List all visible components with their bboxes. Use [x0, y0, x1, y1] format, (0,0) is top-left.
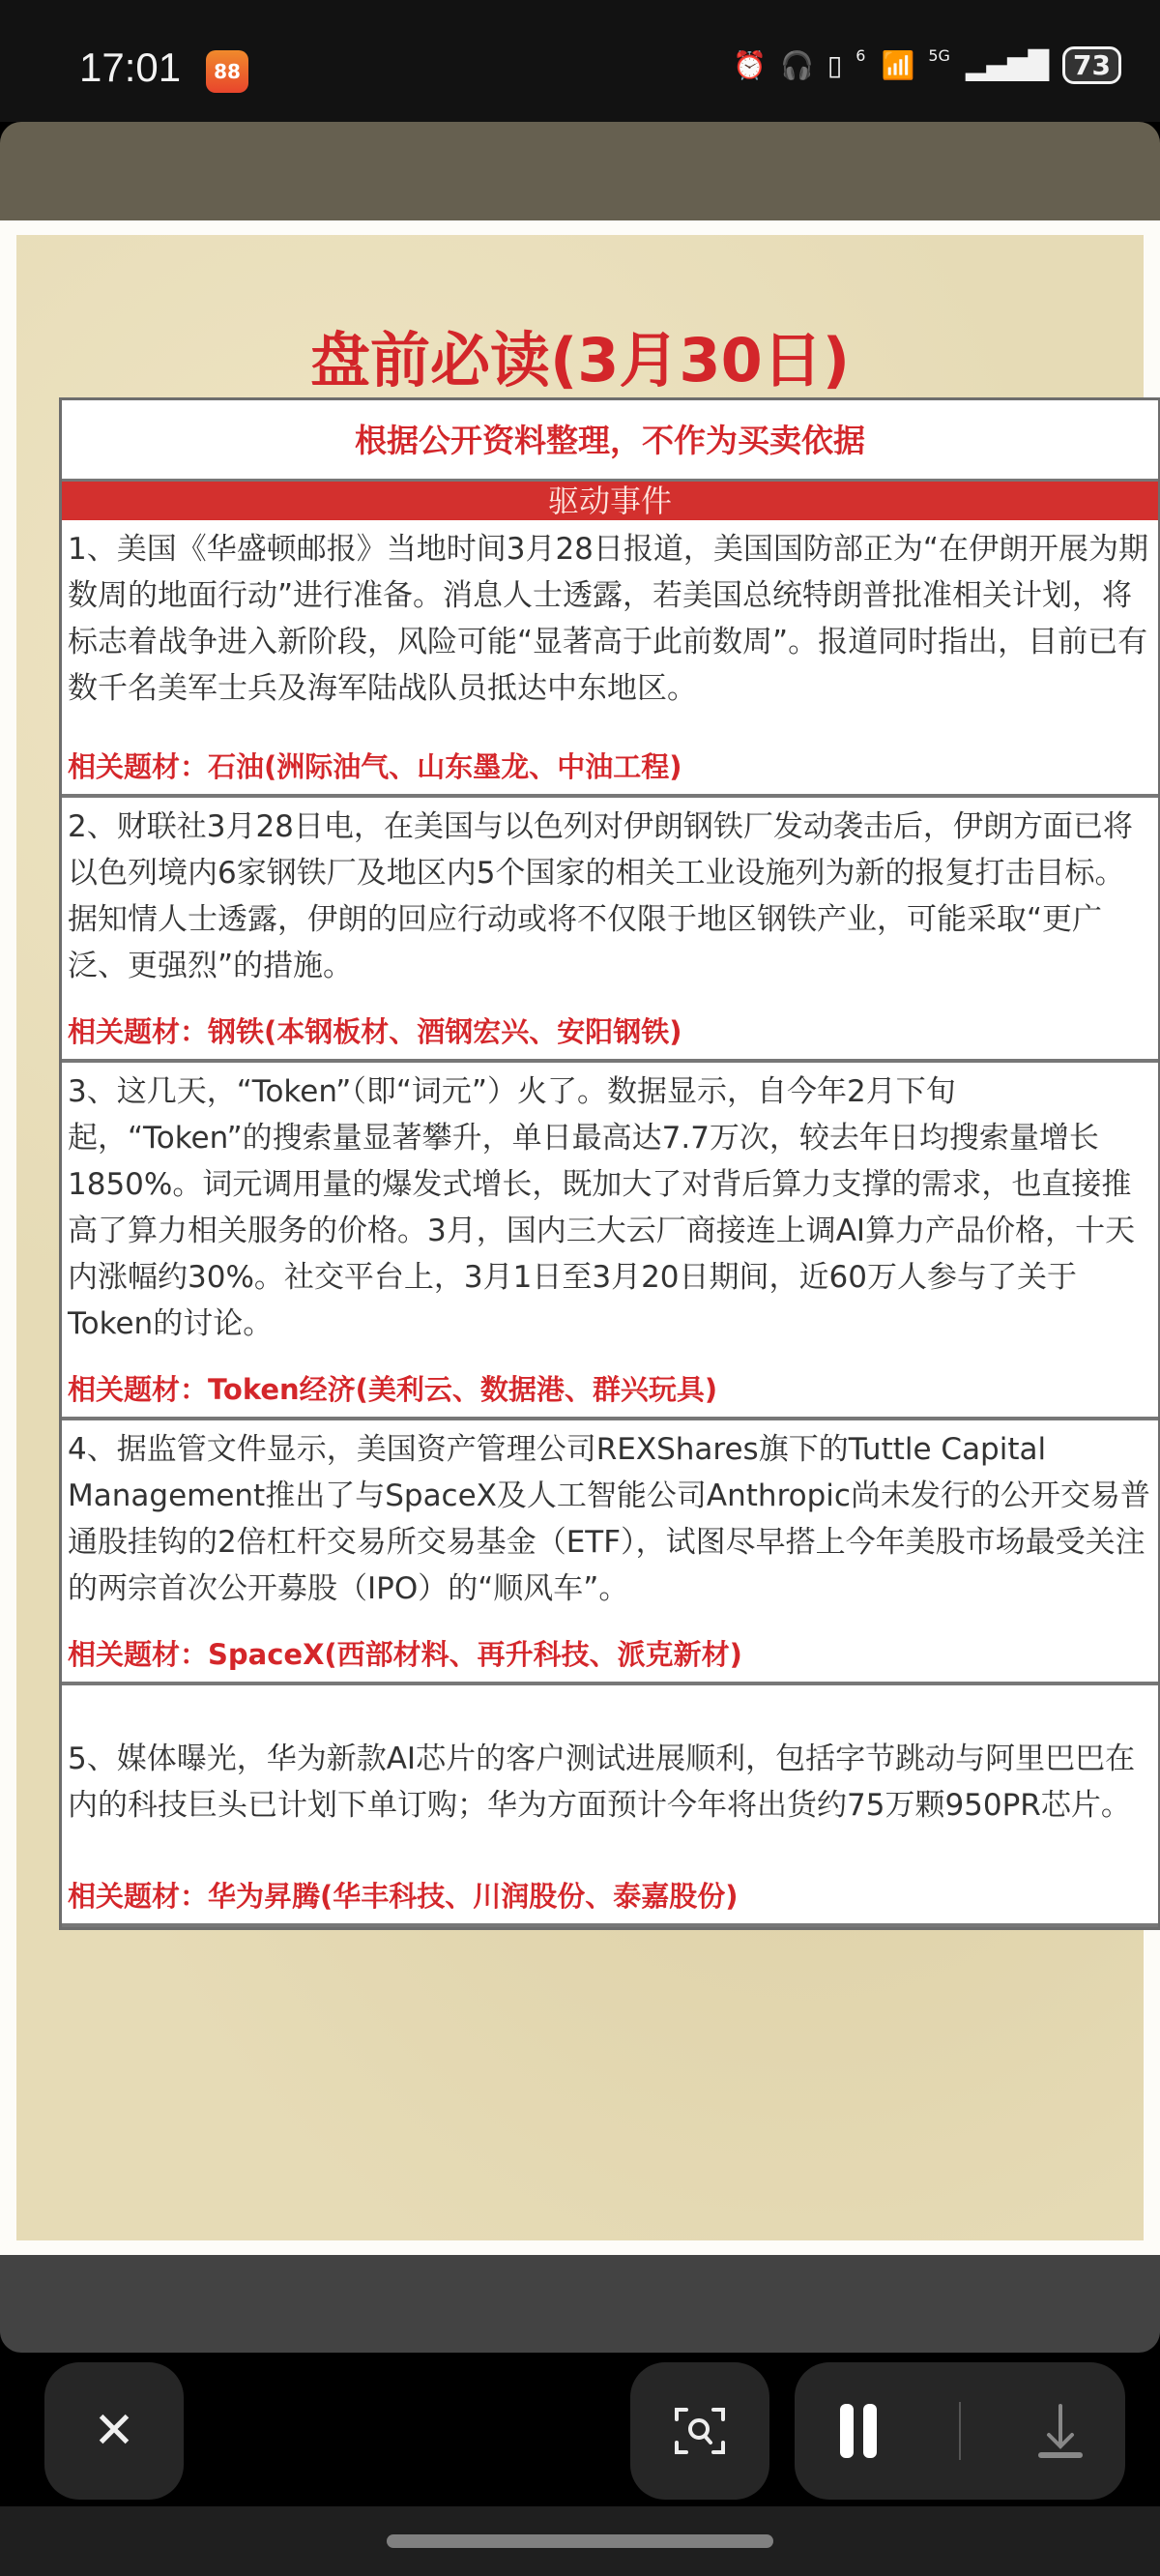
alarm-icon: ⏰ [733, 49, 767, 81]
news-text: 5、媒体曝光，华为新款AI芯片的客户测试进展顺利，包括字节跳动与阿里巴巴在内的科技巨头已计划下单订购；华为方面预计今年将出货约75万颗950PR芯片。 [68, 1742, 1136, 1823]
news-item [62, 1420, 1158, 1685]
network-type: 5G [928, 46, 950, 65]
status-icons [733, 46, 1121, 84]
related-topic: 相关题材：石油(洲际油气、山东墨龙、中油工程) [68, 750, 682, 783]
news-item [62, 1063, 1158, 1420]
related-topic: 相关题材：钢铁(本钢板材、酒钢宏兴、安阳钢铁) [68, 1015, 682, 1048]
news-item [62, 1685, 1158, 1927]
news-item [62, 520, 1158, 798]
news-item [62, 798, 1158, 1063]
news-text: 2、财联社3月28日电，在美国与以色列对伊朗钢铁厂发动袭击后，伊朗方面已将以色列境内6家钢铁厂及地区内5个国家的相关工业设施列为新的报复打击目标。据知情人士透露，伊朗的回应行动或将不仅限于地区钢铁产业，可能采取“更广泛、更强烈”的措施。 [68, 809, 1133, 983]
close-button[interactable] [44, 2362, 184, 2500]
related-topic: 相关题材：华为昇腾(华丰科技、川润股份、泰嘉股份) [68, 1880, 739, 1913]
media-controls [795, 2362, 1125, 2500]
battery-saver-icon: ▯ [826, 49, 843, 81]
close-icon: ✕ [93, 2402, 135, 2460]
article-title: 盘前必读(3月30日) [309, 325, 851, 395]
news-text: 3、这几天，“Token”（即“词元”）火了。数据显示，自今年2月下旬起，“Token”的搜索量显著攀升，单日最高达7.7万次，较去年日均搜索量增长1850%。词元调用量的爆发式增长，既加大了对背后算力支撑的需求，也直接推高了算力相关服务的价格。3月，国内三大云厂商接连上调AI算力产品价格，十天内涨幅约30%。社交平台上，3月1日至3月20日期间，近60万人参与了关于Token的讨论。 [68, 1074, 1136, 1341]
download-icon[interactable] [1031, 2402, 1089, 2460]
viewer-top-bar [0, 122, 1160, 220]
pause-icon[interactable] [830, 2402, 888, 2460]
article-image [16, 235, 1150, 2240]
news-text: 1、美国《华盛顿邮报》当地时间3月28日报道，美国国防部正为“在伊朗开展为期数周的地面行动”进行准备。消息人士透露，若美国总统特朗普批准相关计划，将标志着战争进入新阶段，风险可能“显著高于此前数周”。报道同时指出，目前已有数千名美军士兵及海军陆战队员抵达中东地区。 [68, 532, 1148, 706]
disclaimer: 根据公开资料整理，不作为买卖依据 [62, 400, 1158, 482]
viewer-bottom-bar [0, 2255, 1160, 2353]
home-indicator[interactable] [387, 2534, 773, 2548]
status-bar [0, 0, 1160, 122]
section-header: 驱动事件 [62, 482, 1158, 520]
related-topic: 相关题材：Token经济(美利云、数据港、群兴玩具) [68, 1373, 718, 1406]
headphones-icon: 🎧 [779, 49, 814, 81]
signal-icon: ▂▄▆█ [965, 49, 1050, 81]
related-topic: 相关题材：SpaceX(西部材料、再升科技、派克新材) [68, 1638, 742, 1671]
clock: 17:01 [79, 44, 182, 90]
news-table [59, 397, 1160, 1930]
battery-indicator: 73 [1062, 46, 1121, 84]
scan-search-button[interactable] [630, 2362, 769, 2500]
wifi-icon: 📶 [881, 49, 915, 81]
news-text: 4、据监管文件显示，美国资产管理公司REXShares旗下的Tuttle Capital Management推出了与SpaceX及人工智能公司Anthropic尚未发行的公开交易普通股挂钩的2倍杠杆交易所交易基金（ETF），试图尽早搭上今年美股市场最受关注的两宗首次公开募股（IPO）的“顺风车”。 [68, 1432, 1150, 1606]
divider [959, 2402, 961, 2460]
scan-search-icon [671, 2402, 729, 2460]
wifi-badge: 6 [856, 46, 866, 65]
app-notification-icon: 88 [206, 50, 248, 93]
